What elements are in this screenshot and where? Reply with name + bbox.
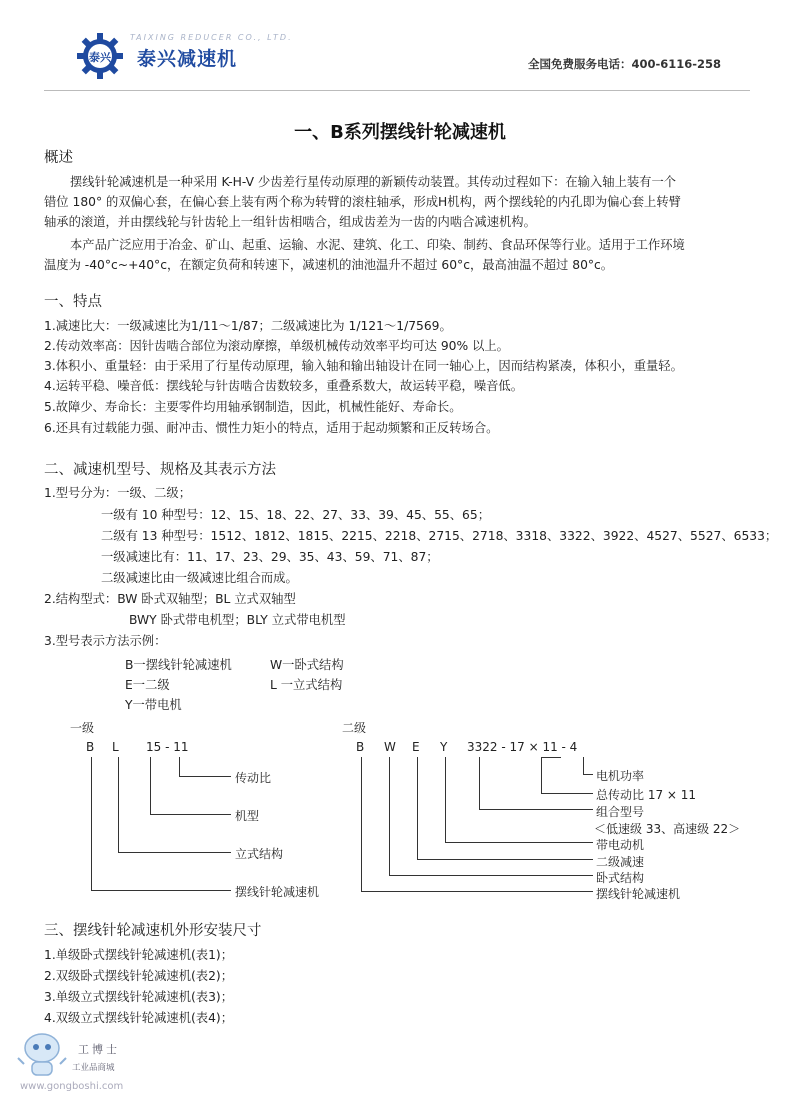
dimension-item: 1.单级卧式摆线针轮减速机(表1)； xyxy=(44,948,234,962)
overview-heading: 概述 xyxy=(44,150,73,166)
overview-line: 本产品广泛应用于冶金、矿山、起重、运输、水泥、建筑、化工、印染、制药、食品环保等行业。适用于工作环境 xyxy=(70,238,685,252)
feature-item: 1.减速比大：一级减速比为1/11～1/87；二级减速比为 1/121～1/7569。 xyxy=(44,319,452,333)
models-line: 一级有 10 种型号：12、15、18、22、27、33、39、45、55、65； xyxy=(101,508,490,522)
models-line: 二级有 13 种型号：1512、1812、1815、2215、2218、2715、2718、3318、3322、3922、4527、5527、6533； xyxy=(101,529,778,543)
legend-l: L 一立式结构 xyxy=(270,678,343,692)
overview-line: 温度为 -40°c~+40°c，在额定负荷和转速下，减速机的油池温升不超过 60°c，最高油温不超过 80°c。 xyxy=(44,258,614,272)
callout-ratio: 传动比 xyxy=(235,771,272,785)
code-combined: 3322 - 17 × 11 - 4 xyxy=(467,740,578,754)
header-divider xyxy=(44,90,750,91)
models-line: 1.型号分为：一级、二级； xyxy=(44,486,191,500)
legend-y: Y一带电机 xyxy=(125,698,182,712)
dimension-item: 4.双级立式摆线针轮减速机(表4)； xyxy=(44,1011,234,1025)
brand-english-name: TAIXING REDUCER CO., LTD. xyxy=(130,33,293,42)
dimensions-heading: 三、摆线针轮减速机外形安装尺寸 xyxy=(44,923,262,939)
code-model-ratio: 15 - 11 xyxy=(146,740,189,754)
callout-stage-detail: ＜低速级 33、高速级 22＞ xyxy=(594,822,741,836)
models-line: 一级减速比有：11、17、23、29、35、43、59、71、87； xyxy=(101,550,439,564)
legend-b: B一摆线针轮减速机 xyxy=(125,658,232,672)
code-b: B xyxy=(356,740,365,754)
models-line: BWY 卧式带电机型；BLY 立式带电机型 xyxy=(129,613,346,627)
models-heading: 二、减速机型号、规格及其表示方法 xyxy=(44,462,276,478)
overview-line: 摆线针轮减速机是一种采用 K-H-V 少齿差行星传动原理的新颖传动装置。其传动过程如下：在输入轴上装有一个 xyxy=(70,175,677,189)
callout-combined-model: 组合型号 xyxy=(596,805,645,819)
code-y: Y xyxy=(440,740,448,754)
dimension-item: 3.单级立式摆线针轮减速机(表3)； xyxy=(44,990,234,1004)
service-hotline: 全国免费服务电话：400-6116-258 xyxy=(528,57,722,71)
feature-item: 6.还具有过载能力强、耐冲击、惯性力矩小的特点，适用于起动频繁和正反转场合。 xyxy=(44,421,499,435)
feature-item: 2.传动效率高：因针齿啮合部位为滚动摩擦，单级机械传动效率平均可达 90% 以上。 xyxy=(44,339,509,353)
code-l: L xyxy=(112,740,119,754)
watermark-subtitle: 工业品商城 xyxy=(72,1063,115,1073)
callout-reducer: 摆线针轮减速机 xyxy=(596,887,681,901)
watermark-url[interactable]: www.gongboshi.com xyxy=(20,1081,124,1092)
logo-mark: 泰兴 xyxy=(89,51,111,64)
models-line: 二级减速比由一级减速比组合而成。 xyxy=(101,571,298,585)
code-b: B xyxy=(86,740,95,754)
diagram-two-label: 二级 xyxy=(342,721,367,735)
feature-item: 4.运转平稳、噪音低：摆线轮与针齿啮合齿数较多，重叠系数大，故运转平稳，噪音低。 xyxy=(44,379,524,393)
callout-with-motor: 带电动机 xyxy=(596,838,645,852)
legend-w: W一卧式结构 xyxy=(270,658,344,672)
code-w: W xyxy=(384,740,396,754)
models-line: 3.型号表示方法示例： xyxy=(44,634,167,648)
models-line: 2.结构型式：BW 卧式双轴型；BL 立式双轴型 xyxy=(44,592,296,606)
watermark-name: 工博士 xyxy=(78,1043,120,1056)
callout-model: 机型 xyxy=(235,809,260,823)
callout-total-ratio: 总传动比 17 × 11 xyxy=(596,788,697,802)
feature-item: 3.体积小、重量轻：由于采用了行星传动原理，输入轴和输出轴设计在同一轴心上，因而结构紧凑，体积小，重量轻。 xyxy=(44,359,683,373)
company-logo-icon xyxy=(76,32,124,80)
overview-line: 错位 180° 的双偏心套，在偏心套上装有两个称为转臂的滚柱轴承，形成H机构，两个摆线轮的内孔即为偏心套上转臂 xyxy=(44,195,681,209)
callout-horizontal: 卧式结构 xyxy=(596,871,645,885)
callout-vertical: 立式结构 xyxy=(235,847,284,861)
robot-mascot-icon xyxy=(14,1028,70,1080)
callout-double-stage: 二级减速 xyxy=(596,855,645,869)
brand-chinese-name: 泰兴减速机 xyxy=(137,48,238,70)
features-heading: 一、特点 xyxy=(44,294,102,310)
callout-reducer: 摆线针轮减速机 xyxy=(235,885,320,899)
callout-motor-power: 电机功率 xyxy=(596,769,645,783)
dimension-item: 2.双级卧式摆线针轮减速机(表2)； xyxy=(44,969,234,983)
page-title: 一、B系列摆线针轮减速机 xyxy=(294,122,506,143)
feature-item: 5.故障少、寿命长：主要零件均用轴承钢制造，因此，机械性能好、寿命长。 xyxy=(44,400,462,414)
code-e: E xyxy=(412,740,420,754)
legend-e: E一二级 xyxy=(125,678,170,692)
diagram-one-label: 一级 xyxy=(70,721,95,735)
overview-line: 轴承的滚道，并由摆线轮与针齿轮上一组针齿相啮合，组成齿差为一齿的内啮合减速机构。 xyxy=(44,215,536,229)
